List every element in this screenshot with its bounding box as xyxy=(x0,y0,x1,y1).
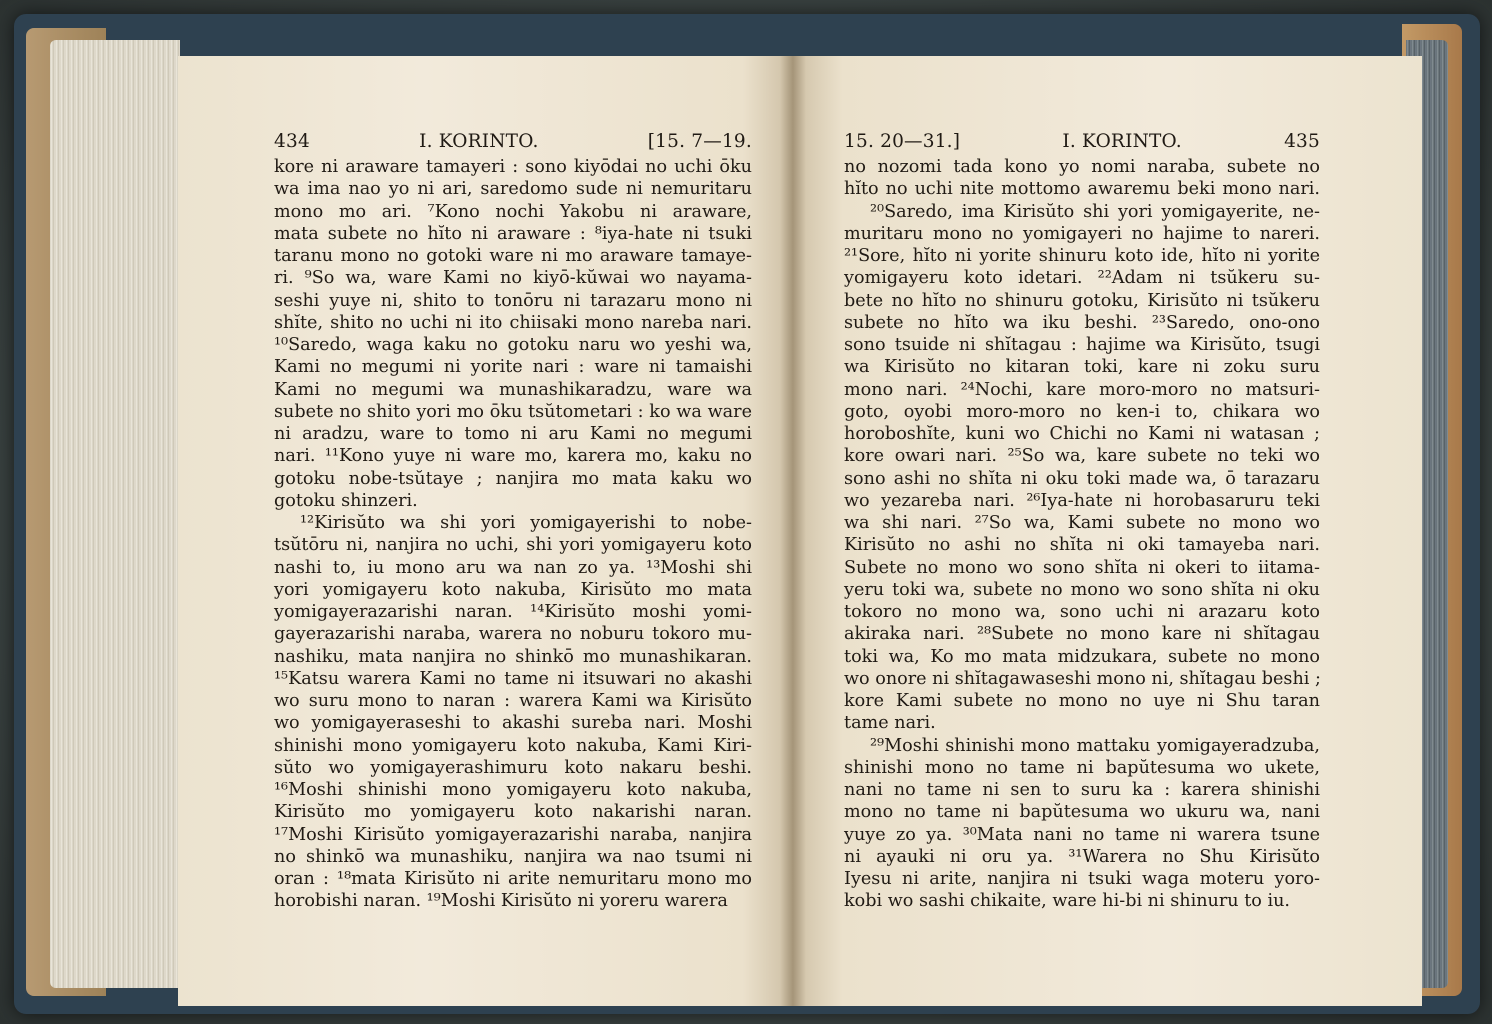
text-line: Kami no megumi wa munashikaradzu, ware wa xyxy=(274,379,752,400)
left-page-title: I. KORINTO. xyxy=(419,131,539,152)
text-line: yomigayerazarishi naran. ¹⁴Kirisŭto moshi yomi- xyxy=(274,602,752,622)
text-line: Kirisŭto mo yomigayeru koto nakarishi naran. xyxy=(274,802,752,823)
text-line: subete no shito yori mo ōku tsŭtometari : ko wa ware xyxy=(274,401,752,422)
text-line: ¹⁶Moshi shinishi mono yomigayeru koto nakuba, xyxy=(274,780,752,800)
text-line: gotoku shinzeri. xyxy=(274,490,418,511)
text-line: tokoro no mono wa, sono uchi ni arazaru koto xyxy=(844,602,1320,622)
text-line: mono nari. ²⁴Nochi, kare moro-moro no matsuri- xyxy=(844,379,1320,400)
text-line: ri. ⁹So wa, ware Kami no kiyō-kŭwai wo nayama- xyxy=(274,268,752,289)
right-running-head xyxy=(844,128,1320,156)
text-line: shinishi mono yomigayeru koto nakuba, Kami Kiri- xyxy=(274,735,752,756)
text-line: nani no tame ni sen to suru ka : karera shinishi xyxy=(844,780,1320,800)
text-line: toki wa, Ko mo mata midzukara, subete no mono xyxy=(844,646,1320,667)
right-page-title: I. KORINTO. xyxy=(1062,131,1182,152)
text-line: subete no hĭto wa iku beshi. ²³Saredo, ono-ono xyxy=(844,312,1320,333)
text-line: wo suru mono to naran : warera Kami wa Kirisŭto xyxy=(274,691,752,711)
text-line: ²⁰Saredo, ima Kirisŭto shi yori yomigayerite, ne- xyxy=(870,201,1320,222)
right-page-number: 435 xyxy=(1284,131,1320,152)
right-page-text xyxy=(844,128,1320,913)
text-line: wo yezareba nari. ²⁶Iya-hate ni horobasaruru teki xyxy=(844,490,1320,511)
text-line: ¹⁷Moshi Kirisŭto yomigayerazarishi naraba, nanjira xyxy=(274,824,752,845)
text-line: mono no tame ni bapŭtesuma wo ukuru wa, nani xyxy=(844,802,1320,823)
text-line: sono tsuide ni shĭtagau : hajime wa Kirisŭto, tsugi xyxy=(844,335,1320,355)
text-line: yomigayeru koto idetari. ²²Adam ni tsŭkeru su- xyxy=(844,268,1320,289)
left-page-number: 434 xyxy=(274,131,310,152)
text-line: tsŭtōru ni, nanjira no uchi, shi yori yomigayeru koto xyxy=(274,535,752,556)
text-line: tame nari. xyxy=(844,713,936,734)
text-line: mono mo ari. ⁷Kono nochi Yakobu ni araware, xyxy=(274,201,752,222)
page-edges-left xyxy=(50,40,180,988)
left-page-range: [15. 7—19. xyxy=(647,131,752,152)
text-line: hĭto no uchi nite mottomo awaremu beki mono nari. xyxy=(844,179,1320,200)
text-line: nari. ¹¹Kono yuye ni ware mo, karera mo, kaku no xyxy=(274,446,752,467)
left-running-head xyxy=(274,128,752,156)
text-line: ¹⁰Saredo, waga kaku no gotoku naru wo yeshi wa, xyxy=(274,335,752,355)
text-line: Iyesu ni arite, nanjira ni tsuki waga moteru yoro- xyxy=(844,869,1320,889)
text-line: no nozomi tada kono yo nomi naraba, subete no xyxy=(844,157,1320,177)
text-line: seshi yuye ni, shito to tonōru ni tarazaru mono ni xyxy=(274,290,752,311)
right-page-body xyxy=(844,156,1320,913)
text-line: yori yomigayeru koto nakuba, Kirisŭto mo mata xyxy=(274,579,752,600)
text-line: Kirisŭto no ashi no shĭta ni oki tamayeba nari. xyxy=(844,535,1320,556)
text-line: shĭte, shito no uchi ni ito chiisaki mono nareba nari. xyxy=(274,312,752,333)
text-line: kore ni araware tamayeri : sono kiyōdai no uchi ōku xyxy=(274,157,752,177)
text-line: wa shi nari. ²⁷So wa, Kami subete no mono wo xyxy=(844,513,1320,533)
text-line: ni aradzu, ware to tomo ni aru Kami no megumi xyxy=(274,424,752,444)
text-line: sŭto wo yomigayerashimuru koto nakaru beshi. xyxy=(274,757,752,778)
text-line: wa ima nao yo ni ari, saredomo sude ni nemuritaru xyxy=(274,179,752,200)
text-line: kore Kami subete no mono no uye ni Shu taran xyxy=(844,691,1320,711)
text-line: no shinkō wa munashiku, nanjira wa nao tsumi ni xyxy=(274,846,752,867)
text-line: gotoku nobe-tsŭtaye ; nanjira mo mata kaku wo xyxy=(274,468,752,489)
text-line: nashiku, mata nanjira no shinkō mo munashikaran. xyxy=(274,646,752,667)
text-line: wa Kirisŭto no kitaran toki, kare ni zoku suru xyxy=(844,357,1320,378)
text-line: taranu mono no gotoki ware ni mo araware tamaye- xyxy=(274,246,752,266)
text-line: muritaru mono no yomigayeri no hajime to nareri. xyxy=(844,223,1320,244)
left-page-text xyxy=(274,128,752,913)
text-line: yuye zo ya. ³⁰Mata nani no tame ni warera tsune xyxy=(844,824,1320,845)
text-line: ¹²Kirisŭto wa shi yori yomigayerishi to nobe- xyxy=(300,513,752,533)
text-line: goto, oyobi moro-moro no ken-i to, chikara wo xyxy=(844,401,1320,422)
text-line: ni ayauki ni oru ya. ³¹Warera no Shu Kirisŭto xyxy=(844,846,1320,867)
text-line: kore owari nari. ²⁵So wa, kare subete no teki wo xyxy=(844,446,1320,467)
text-line: shinishi mono no tame ni bapŭtesuma wo ukete, xyxy=(844,757,1320,778)
text-line: akiraka nari. ²⁸Subete no mono kare ni shĭtagau xyxy=(844,624,1320,645)
text-line: mata subete no hĭto ni araware : ⁸iya-hate ni tsuki xyxy=(274,223,752,244)
text-line: Kami no megumi ni yorite nari : ware ni tamaishi xyxy=(274,357,752,378)
text-line: nashi to, iu mono aru wa nan zo ya. ¹³Moshi shi xyxy=(274,557,752,578)
text-line: yeru toki wa, subete no mono wo sono shĭta ni oku xyxy=(844,579,1320,600)
text-line: horobishi naran. ¹⁹Moshi Kirisŭto ni yoreru warera xyxy=(274,891,728,912)
text-line: wo onore ni shĭtagawaseshi mono ni, shĭtagau beshi ; xyxy=(844,668,1321,689)
left-page-body xyxy=(274,156,752,913)
text-line: gayerazarishi naraba, warera no noburu tokoro mu- xyxy=(274,624,752,645)
text-line: ²⁹Moshi shinishi mono mattaku yomigayeradzuba, xyxy=(870,735,1320,756)
text-line: kobi wo sashi chikaite, ware hi-bi ni shinuru to iu. xyxy=(844,891,1291,912)
text-line: wo yomigayeraseshi to akashi sureba nari. Moshi xyxy=(274,713,752,734)
text-line: ²¹Sore, hĭto ni yorite shinuru koto ide, hĭto ni yorite xyxy=(844,246,1320,266)
text-line: Subete no mono wo sono shĭta ni okeri to iitama- xyxy=(844,557,1320,578)
text-line: sono ashi no shĭta ni oku toki made wa, ō tarazaru xyxy=(844,468,1320,489)
text-line: horoboshĭte, kuni wo Chichi no Kami ni watasan ; xyxy=(844,424,1320,444)
right-page-range: 15. 20—31.] xyxy=(844,131,961,152)
text-line: bete no hĭto no shinuru gotoku, Kirisŭto ni tsŭkeru xyxy=(844,290,1320,311)
text-line: oran : ¹⁸mata Kirisŭto ni arite nemuritaru mono mo xyxy=(274,869,752,889)
text-line: ¹⁵Katsu warera Kami no tame ni itsuwari no akashi xyxy=(274,668,752,689)
book-gutter xyxy=(780,56,806,1006)
